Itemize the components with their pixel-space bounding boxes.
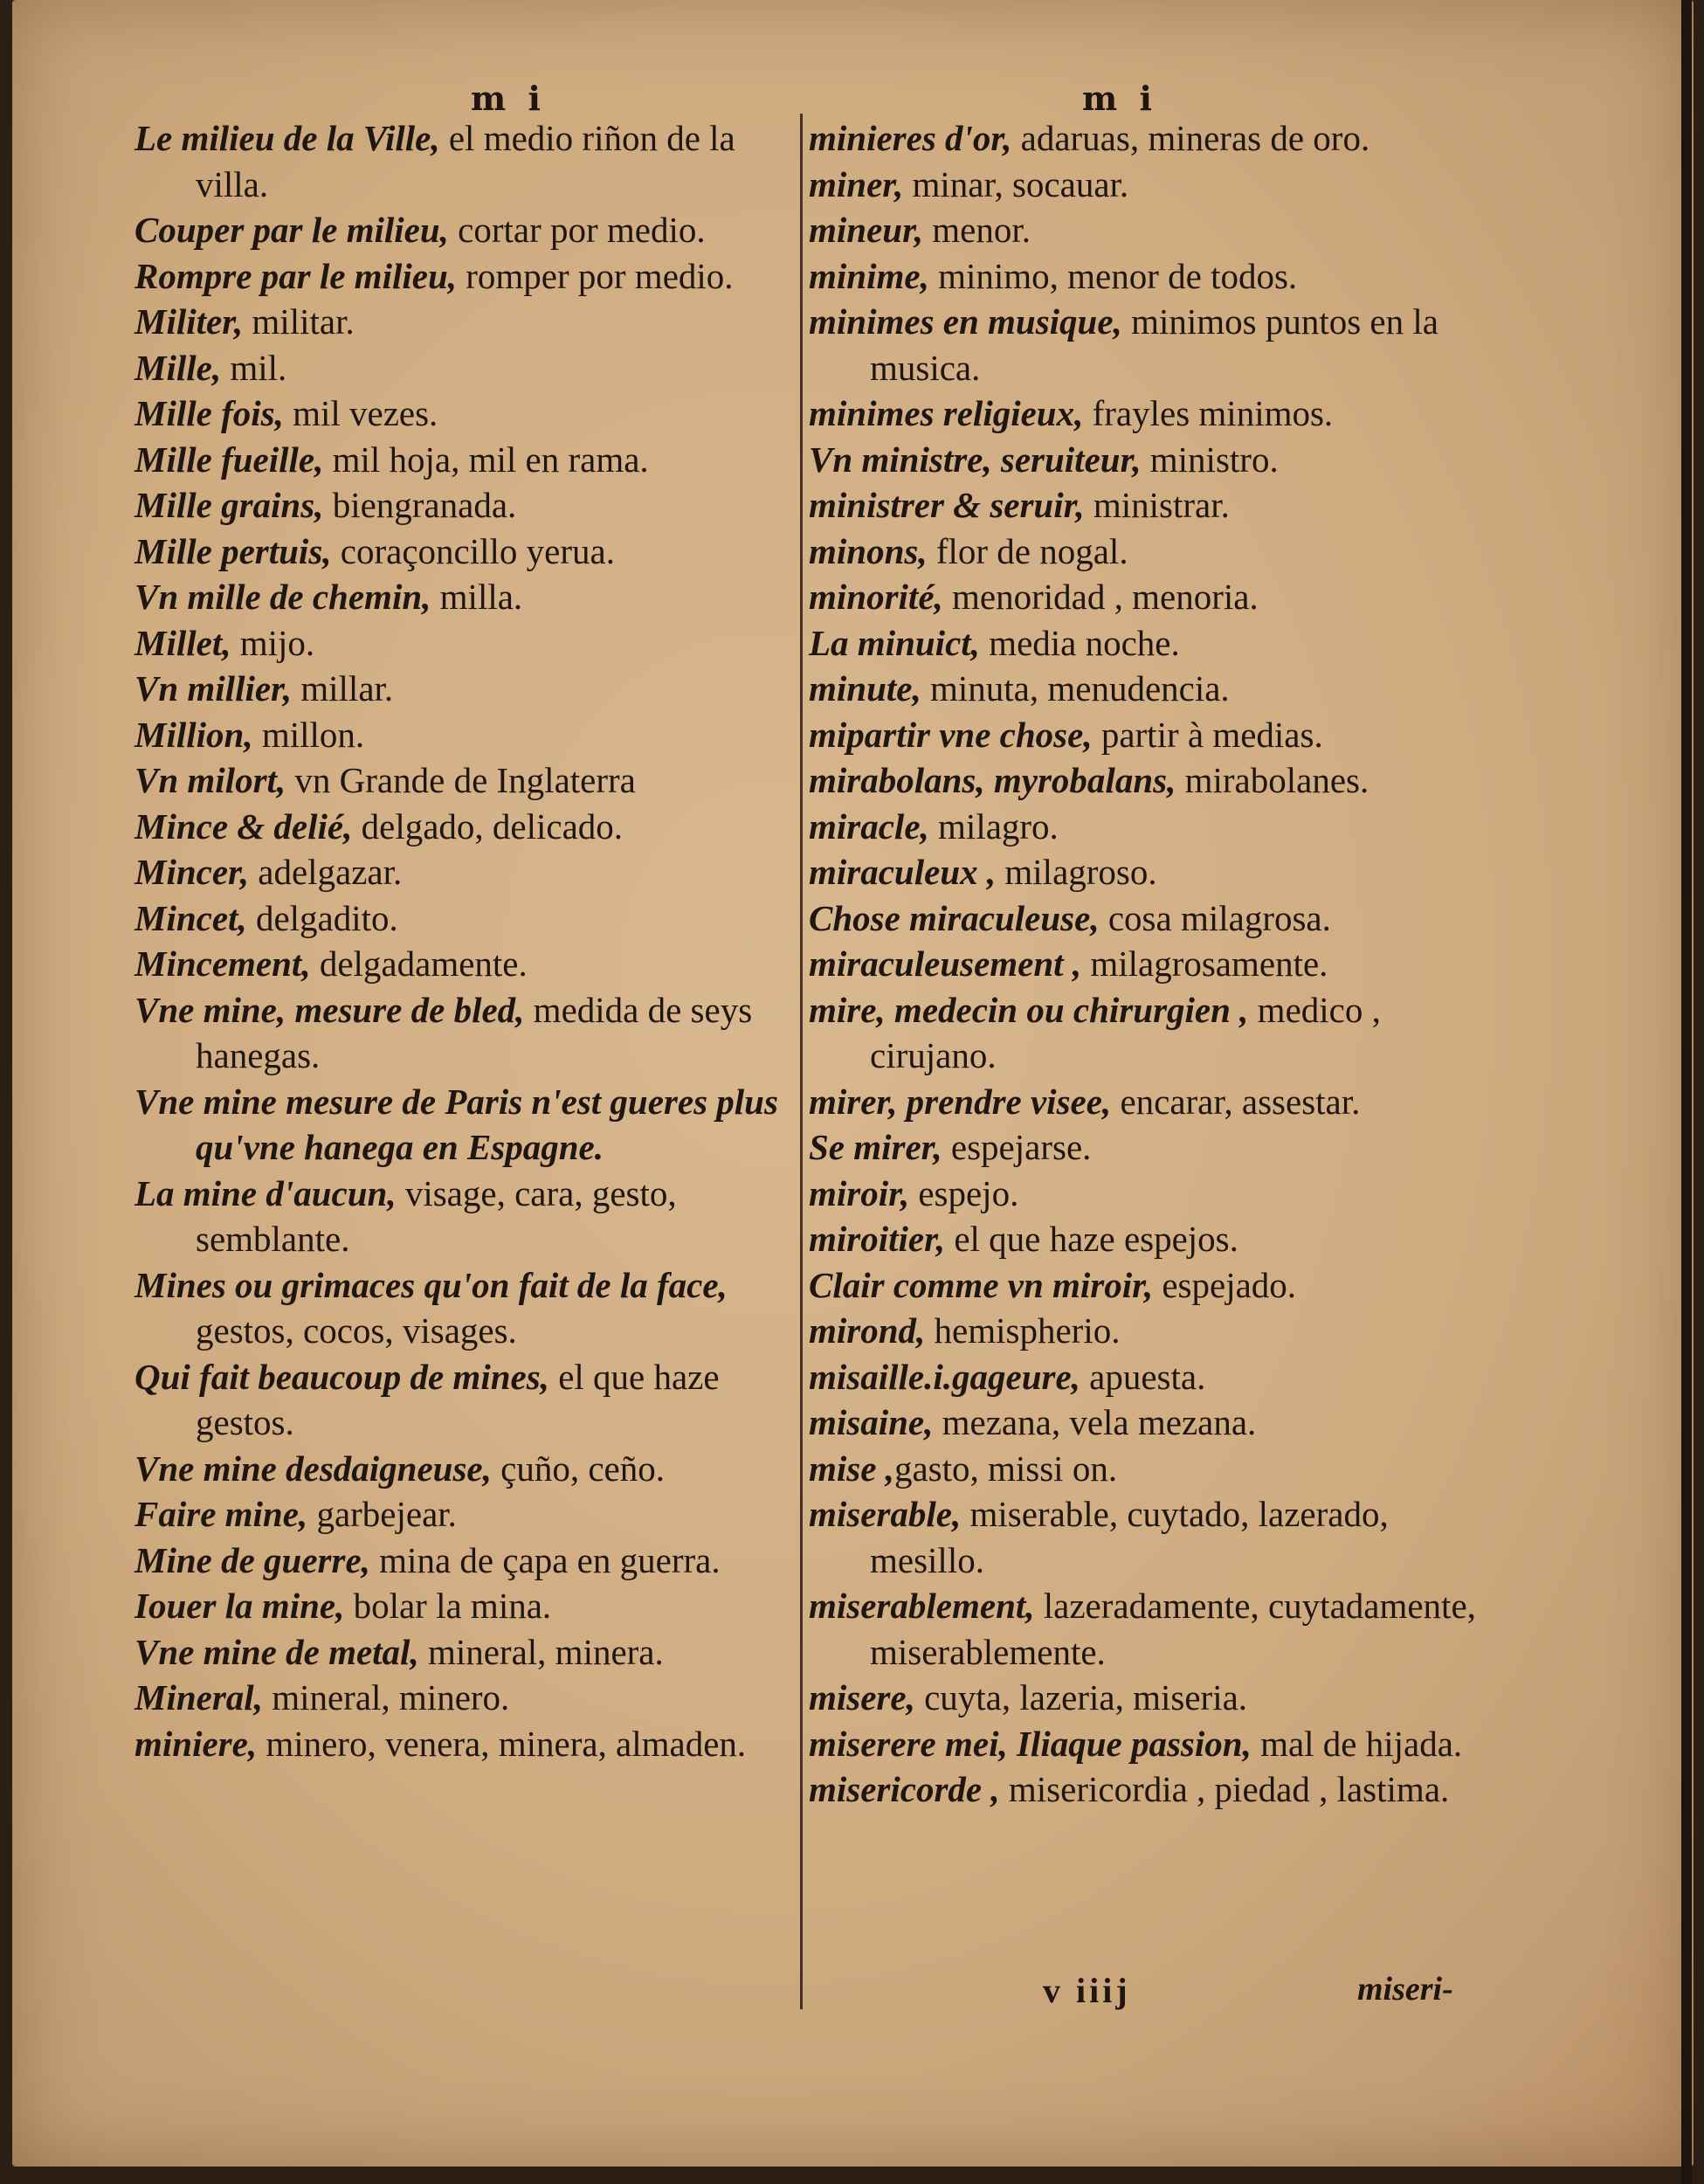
entry-headword: Mincet, xyxy=(135,897,247,938)
entry-gloss: misericordia , piedad , lastima. xyxy=(999,1769,1450,1809)
dictionary-entry xyxy=(809,849,1499,895)
dictionary-entry xyxy=(809,666,1499,712)
entry-headword: Iouer la mine, xyxy=(135,1586,345,1626)
dictionary-entry xyxy=(809,253,1499,300)
entry-headword: Militer, xyxy=(135,301,244,342)
book-page xyxy=(12,0,1694,2167)
dictionary-entry xyxy=(809,437,1499,483)
entry-gloss: adelgazar. xyxy=(249,852,403,892)
entry-headword: Vn mille de chemin, xyxy=(135,577,431,617)
dictionary-entry xyxy=(809,941,1499,987)
entry-gloss: garbejear. xyxy=(307,1494,457,1534)
entry-gloss: minimos puntos en la musica. xyxy=(870,301,1438,388)
entry-gloss: espejarse. xyxy=(942,1127,1092,1167)
entry-headword: misaine, xyxy=(809,1402,934,1442)
dictionary-entry xyxy=(809,1766,1499,1813)
entry-gloss: bolar la mina. xyxy=(344,1586,552,1626)
dictionary-entry xyxy=(809,987,1499,1079)
dictionary-entry xyxy=(809,482,1499,529)
dictionary-entry xyxy=(809,1675,1499,1721)
entry-headword: Qui fait beaucoup de mines, xyxy=(135,1356,549,1397)
entry-headword: Mille fueille, xyxy=(135,439,324,480)
entry-gloss: lazeradamente, cuytadamente, miserablemente. xyxy=(870,1586,1476,1672)
dictionary-entry xyxy=(135,1721,798,1767)
entry-gloss: minimo, menor de todos. xyxy=(928,255,1298,296)
dictionary-entry xyxy=(135,574,798,620)
dictionary-entry xyxy=(135,115,798,207)
entry-gloss: milagrosamente. xyxy=(1081,943,1328,984)
entry-headword: Millet, xyxy=(135,622,231,663)
entry-headword: miraculeux , xyxy=(809,852,997,892)
entry-headword: Mincement, xyxy=(135,943,311,984)
entry-gloss: çuño, ceño. xyxy=(491,1448,665,1489)
entry-headword: Vne mine mesure de Paris n'est gueres plus qu'vne hanega en Espagne. xyxy=(135,1081,778,1167)
dictionary-entry xyxy=(135,437,798,483)
entry-gloss: coraçoncillo yerua. xyxy=(331,530,615,571)
entry-gloss: espejado. xyxy=(1153,1264,1297,1305)
entry-headword: mise , xyxy=(809,1448,894,1489)
dictionary-entry xyxy=(809,1216,1499,1262)
entry-headword: Clair comme vn miroir, xyxy=(809,1264,1154,1305)
entry-gloss: adaruas, mineras de oro. xyxy=(1011,118,1370,158)
entry-gloss: mijo. xyxy=(231,622,315,663)
entry-gloss: milagroso. xyxy=(996,852,1157,892)
dictionary-entry xyxy=(135,207,798,253)
entry-headword: Mince & delié, xyxy=(135,805,353,847)
entry-gloss: el que haze gestos. xyxy=(196,1356,720,1442)
dictionary-entry xyxy=(809,1491,1499,1583)
entry-gloss: mina de çapa en guerra. xyxy=(369,1539,721,1580)
entry-gloss: ministrar. xyxy=(1084,485,1230,525)
entry-gloss: medida de seys hanegas. xyxy=(196,989,753,1075)
dictionary-entry xyxy=(135,666,798,712)
entry-gloss: menoridad , menoria. xyxy=(942,577,1259,617)
entry-headword: miroitier, xyxy=(809,1219,946,1259)
entry-headword: Million, xyxy=(135,714,253,755)
dictionary-entry xyxy=(135,941,798,987)
entry-gloss: hemispherio. xyxy=(925,1310,1121,1351)
entry-headword: Vn ministre, seruiteur, xyxy=(809,439,1142,480)
dictionary-entry xyxy=(809,1400,1499,1446)
dictionary-entry xyxy=(809,207,1499,253)
entry-gloss: cuyta, lazeria, miseria. xyxy=(914,1677,1248,1717)
entry-gloss: militar. xyxy=(243,301,355,342)
dictionary-entry xyxy=(809,1262,1499,1309)
entry-gloss: mezana, vela mezana. xyxy=(933,1402,1257,1442)
dictionary-entry xyxy=(135,849,798,895)
dictionary-entry xyxy=(135,345,798,391)
entry-headword: Mille pertuis, xyxy=(135,530,332,571)
entry-headword: miner, xyxy=(809,163,904,204)
dictionary-entry xyxy=(135,1171,798,1262)
entry-headword: misere, xyxy=(809,1677,915,1717)
entry-headword: La minuict, xyxy=(809,622,980,663)
entry-gloss: minar, socauar. xyxy=(903,163,1129,204)
entry-headword: miniere, xyxy=(135,1723,258,1764)
entry-headword: misaille.i.gageure, xyxy=(809,1356,1080,1397)
entry-headword: Vne mine desdaigneuse, xyxy=(135,1448,492,1489)
entry-headword: miserablement, xyxy=(809,1586,1035,1626)
entry-gloss: el que haze espejos. xyxy=(945,1219,1238,1259)
dictionary-entry xyxy=(809,757,1499,804)
entry-headword: Chose miraculeuse, xyxy=(809,897,1100,938)
dictionary-entry xyxy=(809,712,1499,758)
dictionary-entry xyxy=(135,1079,798,1171)
entry-headword: Le milieu de la Ville, xyxy=(135,118,440,158)
dictionary-entry xyxy=(809,620,1499,667)
dictionary-entry xyxy=(135,804,798,850)
entry-gloss: flor de nogal. xyxy=(927,530,1128,571)
left-column xyxy=(135,115,798,1766)
entry-headword: Mille fois, xyxy=(135,393,284,433)
entry-headword: minieres d'or, xyxy=(809,118,1012,158)
entry-gloss: romper por medio. xyxy=(457,255,734,296)
entry-gloss: minuta, menudencia. xyxy=(921,668,1230,708)
dictionary-entry xyxy=(135,529,798,575)
entry-headword: Vn milort, xyxy=(135,760,286,800)
dictionary-entry xyxy=(135,482,798,529)
entry-headword: mipartir vne chose, xyxy=(809,714,1093,755)
page-edge xyxy=(1681,0,1692,2184)
entry-gloss: ministro. xyxy=(1141,439,1279,480)
dictionary-entry xyxy=(135,757,798,804)
entry-gloss: vn Grande de Inglaterra xyxy=(286,760,636,800)
entry-gloss: cosa milagrosa. xyxy=(1099,897,1331,938)
dictionary-entry xyxy=(135,390,798,437)
dictionary-entry xyxy=(809,299,1499,390)
entry-headword: minons, xyxy=(809,530,928,571)
dictionary-entry xyxy=(809,804,1499,850)
entry-headword: Mines ou grimaces qu'on fait de la face, xyxy=(135,1264,728,1305)
entry-gloss: gasto, missi on. xyxy=(893,1448,1118,1489)
entry-headword: mirond, xyxy=(809,1310,926,1351)
entry-headword: Mincer, xyxy=(135,852,249,892)
entry-headword: Rompre par le milieu, xyxy=(135,255,457,296)
dictionary-entry xyxy=(809,529,1499,575)
dictionary-entry xyxy=(809,1124,1499,1171)
entry-headword: minorité, xyxy=(809,577,943,617)
entry-gloss: milagro. xyxy=(928,805,1059,847)
entry-headword: ministrer & seruir, xyxy=(809,485,1085,525)
entry-gloss: menor. xyxy=(923,210,1031,250)
entry-gloss: partir à medias. xyxy=(1092,714,1323,755)
entry-gloss: delgadito. xyxy=(246,897,398,938)
dictionary-entry xyxy=(809,390,1499,437)
entry-gloss: millon. xyxy=(252,714,365,755)
entry-headword: mire, medecin ou chirurgien , xyxy=(809,989,1249,1030)
dictionary-entry xyxy=(135,253,798,300)
dictionary-entry xyxy=(809,1583,1499,1675)
entry-gloss: mineral, minero. xyxy=(262,1677,510,1717)
entry-gloss: el medio riñon de la villa. xyxy=(196,118,735,204)
dictionary-entry xyxy=(809,574,1499,620)
dictionary-entry xyxy=(809,1354,1499,1400)
entry-gloss: mil. xyxy=(221,347,287,388)
dictionary-entry xyxy=(135,1354,798,1446)
dictionary-entry xyxy=(135,1538,798,1584)
dictionary-entry xyxy=(135,620,798,667)
entry-gloss: biengranada. xyxy=(323,485,517,525)
entry-headword: Mineral, xyxy=(135,1677,263,1717)
entry-gloss: medico , cirujano. xyxy=(870,989,1381,1075)
entry-headword: Vn millier, xyxy=(135,668,292,708)
entry-headword: Vne mine, mesure de bled, xyxy=(135,989,525,1030)
dictionary-entry xyxy=(809,1721,1499,1767)
entry-gloss: apuesta. xyxy=(1080,1356,1206,1397)
entry-gloss: cortar por medio. xyxy=(448,210,706,250)
dictionary-entry xyxy=(135,1262,798,1354)
dictionary-entry xyxy=(809,1308,1499,1354)
entry-headword: miserere mei, Iliaque passion, xyxy=(809,1723,1252,1764)
entry-headword: misericorde , xyxy=(809,1769,1000,1809)
dictionary-entry xyxy=(809,162,1499,208)
entry-gloss: espejo. xyxy=(909,1172,1019,1213)
dictionary-entry xyxy=(135,987,798,1079)
entry-headword: mirabolans, myrobalans, xyxy=(809,760,1176,800)
entry-gloss: mirabolanes. xyxy=(1176,760,1369,800)
entry-headword: Se mirer, xyxy=(809,1127,942,1167)
entry-gloss: frayles minimos. xyxy=(1083,393,1334,433)
dictionary-entry xyxy=(135,299,798,345)
dictionary-entry xyxy=(809,895,1499,942)
entry-headword: Faire mine, xyxy=(135,1494,308,1534)
entry-headword: Mille, xyxy=(135,347,222,388)
entry-headword: Mille grains, xyxy=(135,485,324,525)
catchword: miseri- xyxy=(1357,1971,1453,2008)
entry-gloss: mal de hijada. xyxy=(1251,1723,1463,1764)
dictionary-entry xyxy=(809,1171,1499,1217)
dictionary-entry xyxy=(135,712,798,758)
entry-gloss: miserable, cuytado, lazerado, mesillo. xyxy=(870,1494,1389,1580)
entry-gloss: mineral, minera. xyxy=(418,1631,664,1672)
dictionary-entry xyxy=(135,1675,798,1721)
entry-headword: mirer, prendre visee, xyxy=(809,1081,1112,1122)
dictionary-entry xyxy=(135,1583,798,1629)
entry-headword: minime, xyxy=(809,255,929,296)
dictionary-entry xyxy=(135,1446,798,1492)
entry-headword: minimes en musique, xyxy=(809,301,1122,342)
entry-headword: mineur, xyxy=(809,210,924,250)
entry-headword: Mine de guerre, xyxy=(135,1539,370,1580)
dictionary-entry xyxy=(135,895,798,942)
entry-headword: Couper par le milieu, xyxy=(135,210,449,250)
entry-headword: miracle, xyxy=(809,805,929,847)
dictionary-entry xyxy=(809,115,1499,162)
entry-headword: miroir, xyxy=(809,1172,910,1213)
dictionary-entry xyxy=(809,1446,1499,1492)
entry-headword: minute, xyxy=(809,668,921,708)
column-divider xyxy=(800,114,803,2009)
entry-gloss: mil hoja, mil en rama. xyxy=(323,439,649,480)
entry-gloss: gestos, cocos, visages. xyxy=(196,1310,517,1351)
entry-gloss: delgado, delicado. xyxy=(352,805,624,847)
entry-gloss: media noche. xyxy=(979,622,1180,663)
dictionary-entry xyxy=(135,1629,798,1676)
entry-gloss: millar. xyxy=(292,668,394,708)
entry-gloss: milla. xyxy=(431,577,523,617)
entry-headword: miraculeusement , xyxy=(809,943,1082,984)
entry-headword: miserable, xyxy=(809,1494,962,1534)
dictionary-entry xyxy=(809,1079,1499,1125)
entry-gloss: encarar, assestar. xyxy=(1111,1081,1361,1122)
entry-headword: minimes religieux, xyxy=(809,393,1084,433)
running-head-right: m i xyxy=(1082,79,1157,118)
dictionary-entry xyxy=(135,1491,798,1538)
right-column xyxy=(809,115,1499,1813)
signature-mark: v iiij xyxy=(1043,1971,1131,2010)
entry-gloss: mil vezes. xyxy=(283,393,438,433)
running-head-left: m i xyxy=(471,79,546,118)
entry-gloss: visage, cara, gesto, semblante. xyxy=(196,1172,677,1259)
entry-gloss: minero, venera, minera, almaden. xyxy=(257,1723,747,1764)
entry-headword: Vne mine de metal, xyxy=(135,1631,419,1672)
entry-gloss: delgadamente. xyxy=(310,943,528,984)
entry-headword: La mine d'aucun, xyxy=(135,1172,397,1213)
